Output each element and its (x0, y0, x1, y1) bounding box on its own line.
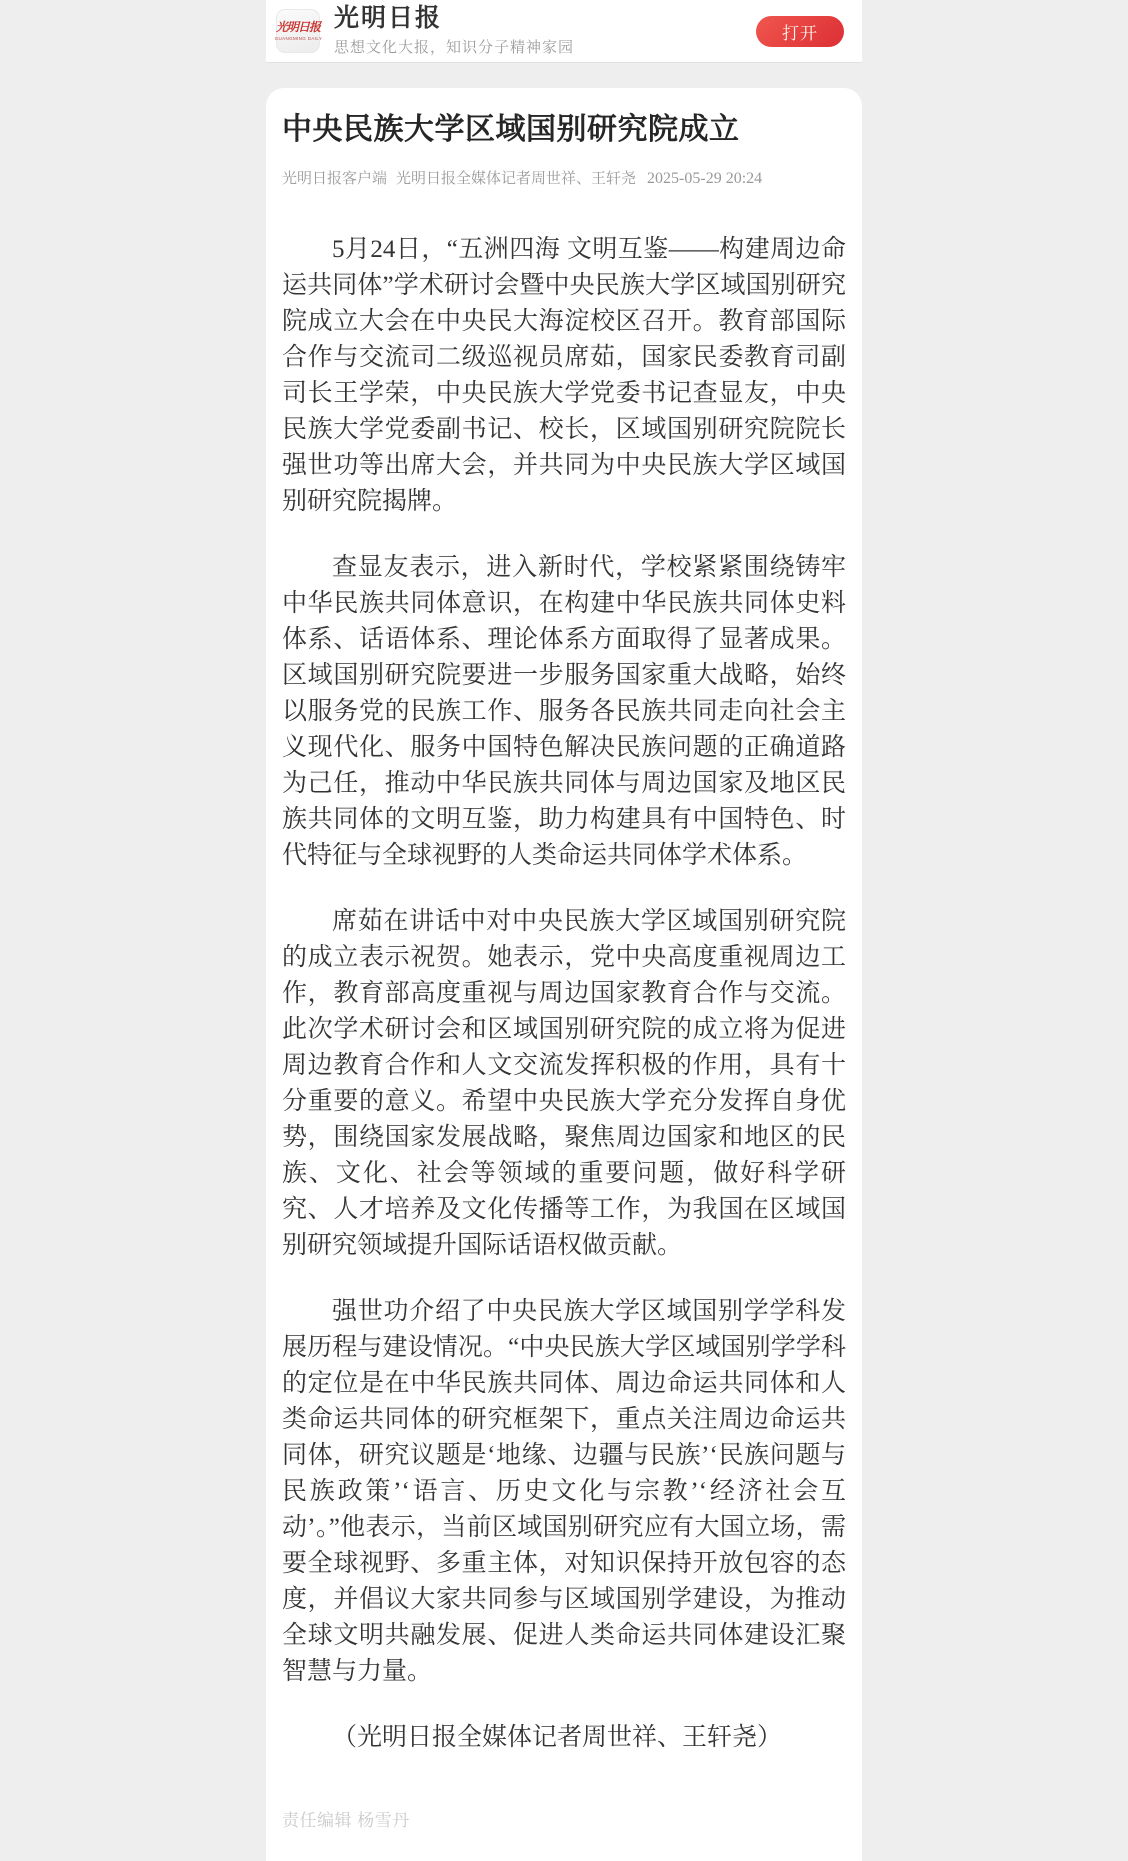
byline-source: 光明日报客户端 (282, 169, 388, 187)
open-app-button[interactable]: 打开 (756, 16, 844, 47)
app-slogan: 思想文化大报，知识分子精神家园 (334, 40, 575, 57)
app-meta (334, 5, 574, 58)
content-column (266, 0, 862, 1861)
article-byline (282, 167, 846, 188)
article-paragraph: 强世功介绍了中央民族大学区域国别学学科发展历程与建设情况。“中央民族大学区域国别学学科的定位是在中华民族共同体、周边命运共同体和人类命运共同体的研究框架下，重点关注周边命运共同体，研究议题是‘地缘、边疆与民族’‘民族问题与民族政策’‘语言、历史文化与宗教’‘经济社会互动’。”他表示，当前区域国别研究应有大国立场，需要全球视野、多重主体，对知识保持开放包容的态度，并倡议大家共同参与区域国别学建设，为推动全球文明共融发展、促进人类命运共同体建设汇聚智慧与力量。 (282, 1297, 846, 1685)
article-card (266, 88, 862, 1861)
app-banner (266, 0, 862, 62)
article-paragraph: 5月24日，“五洲四海 文明互鉴——构建周边命运共同体”学术研讨会暨中央民族大学区域国别研究院成立大会在中央民大海淀校区召开。教育部国际合作与交流司二级巡视员席茹，国家民委教育司副司长王学荣，中央民族大学党委书记查显友，中央民族大学党委副书记、校长，区域国别研究院院长强世功等出席大会，并共同为中央民族大学区域国别研究院揭牌。 (282, 235, 846, 515)
article-body (282, 232, 846, 1756)
guangming-daily-logo-icon (276, 9, 320, 53)
byline-authors: 光明日报全媒体记者周世祥、王轩尧 (396, 169, 637, 187)
article-signature: （光明日报全媒体记者周世祥、王轩尧） (332, 1723, 783, 1751)
logo-calligraphy-text: 光明日报 (276, 19, 321, 34)
app-name: 光明日报 (334, 4, 443, 32)
article-paragraph: 席茹在讲话中对中央民族大学区域国别研究院的成立表示祝贺。她表示，党中央高度重视周边工作，教育部高度重视与周边国家教育合作与交流。此次学术研讨会和区域国别研究院的成立将为促进周边教育合作和人文交流发挥积极的作用，具有十分重要的意义。希望中央民族大学充分发挥自身优势，围绕国家发展战略，聚焦周边国家和地区的民族、文化、社会等领域的重要问题，做好科学研究、人才培养及文化传播等工作，为我国在区域国别研究领域提升国际话语权做贡献。 (282, 907, 846, 1259)
editor-note: 责任编辑 杨雪丹 (282, 1810, 410, 1830)
article-title: 中央民族大学区域国别研究院成立 (282, 113, 740, 146)
article-paragraph: 查显友表示，进入新时代，学校紧紧围绕铸牢中华民族共同体意识，在构建中华民族共同体史料体系、话语体系、理论体系方面取得了显著成果。区域国别研究院要进一步服务国家重大战略，始终以服务党的民族工作、服务各民族共同走向社会主义现代化、服务中国特色解决民族问题的正确道路为己任，推动中华民族共同体与周边国家及地区民族共同体的文明互鉴，助力构建具有中国特色、时代特征与全球视野的人类命运共同体学术体系。 (282, 553, 846, 869)
logo-latin-text: GUANGMING DAILY (274, 35, 322, 42)
byline-datetime: 2025-05-29 20:24 (647, 169, 763, 187)
